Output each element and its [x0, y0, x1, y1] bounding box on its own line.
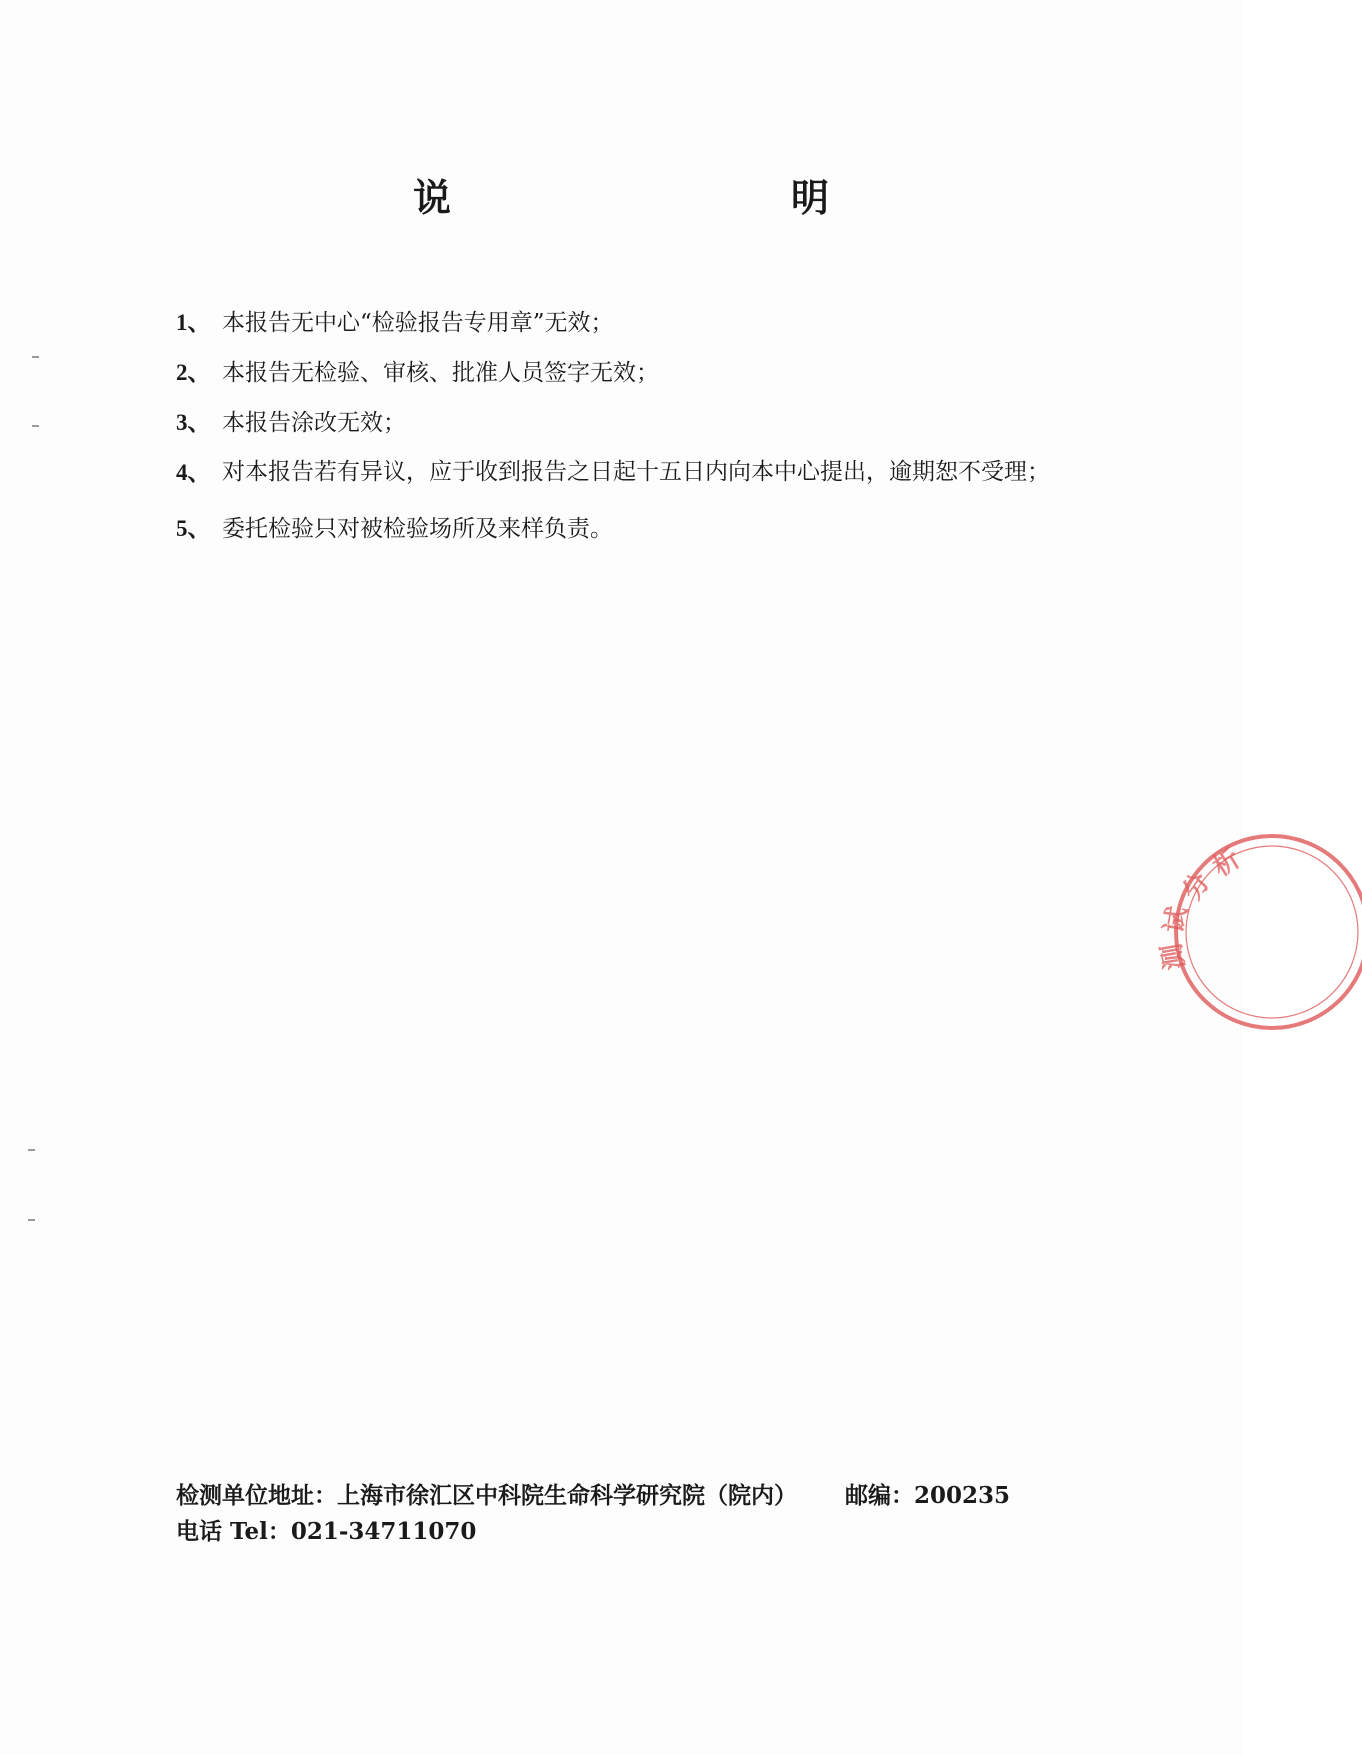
svg-text:分: 分	[1177, 867, 1217, 907]
document-title: 说 明	[412, 175, 917, 220]
phone-text: 电话 Tel：021-34711070	[176, 1518, 477, 1545]
item-number: 2、	[176, 360, 211, 385]
list-item	[176, 398, 1096, 448]
svg-text:试: 试	[1159, 904, 1194, 936]
address-text: 检测单位地址：上海市徐汇区中科院生命科学研究院（院内）	[176, 1482, 797, 1509]
item-text: 对本报告若有异议，应于收到报告之日起十五日内向本中心提出，逾期恕不受理；	[222, 459, 1050, 485]
phone-row	[176, 1514, 1010, 1550]
list-item	[176, 348, 1096, 398]
svg-text:测: 测	[1156, 941, 1191, 972]
scan-artifact	[32, 356, 39, 358]
list-item	[176, 448, 1096, 498]
item-text: 本报告无中心“检验报告专用章”无效；	[222, 310, 614, 336]
item-number: 1、	[176, 310, 211, 335]
official-seal-icon	[1156, 822, 1362, 1042]
scan-artifact	[28, 1149, 35, 1151]
scan-artifact	[32, 425, 39, 427]
item-number: 5、	[176, 516, 211, 541]
svg-text:析: 析	[1207, 843, 1246, 883]
scan-artifact	[28, 1219, 35, 1221]
item-number: 4、	[176, 460, 211, 485]
address-row	[176, 1478, 1010, 1514]
item-text: 本报告涂改无效；	[222, 410, 406, 436]
item-text: 本报告无检验、审核、批准人员签字无效；	[222, 360, 659, 386]
contact-footer	[176, 1478, 1010, 1550]
notes-list	[176, 298, 1096, 554]
postcode-text: 邮编：200235	[845, 1482, 1011, 1509]
item-text: 委托检验只对被检验场所及来样负责。	[222, 516, 613, 542]
list-item	[176, 504, 1096, 554]
list-item	[176, 298, 1096, 348]
item-number: 3、	[176, 410, 211, 435]
footer-spacer	[797, 1478, 845, 1514]
